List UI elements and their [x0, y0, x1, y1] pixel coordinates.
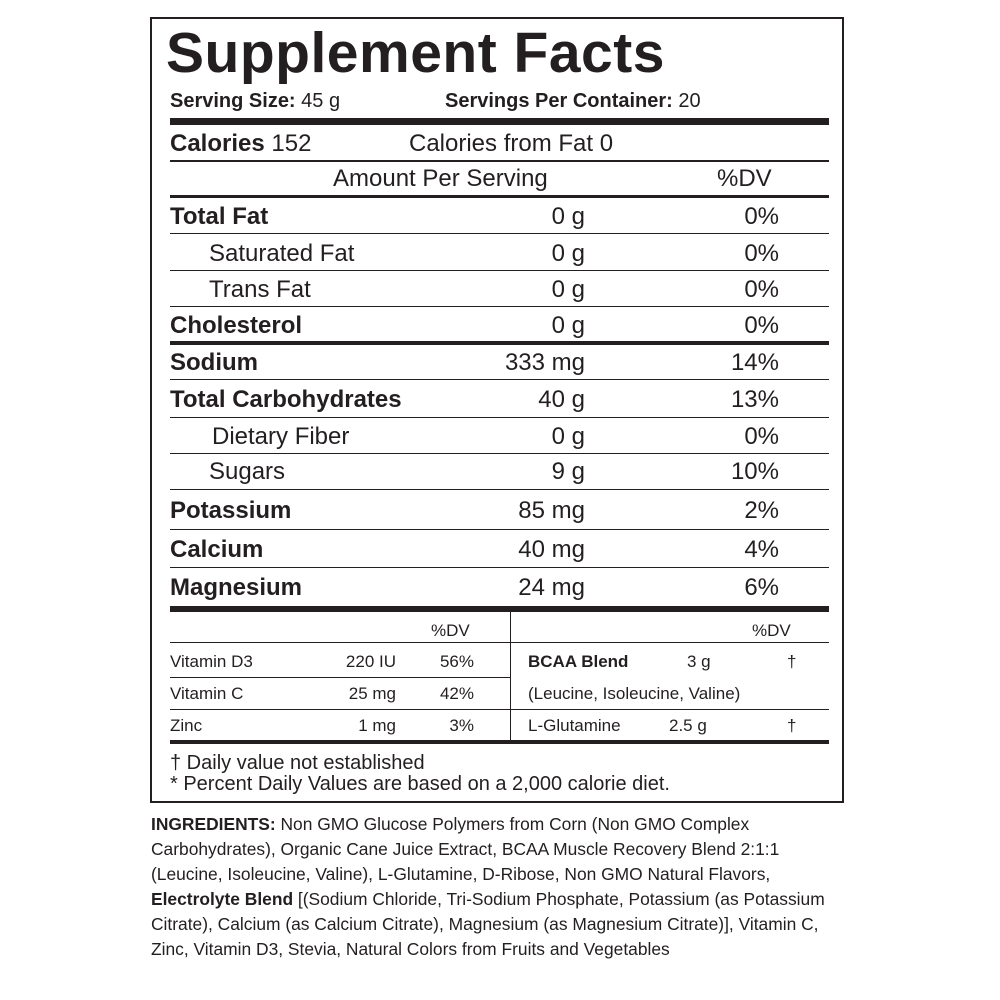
divider	[170, 417, 829, 418]
vitamin-label: Zinc	[170, 716, 203, 735]
vitamin-dv: 3%	[449, 716, 474, 735]
serving-size-label: Serving Size:	[170, 90, 296, 112]
nutrient-label: Trans Fat	[209, 276, 311, 303]
nutrient-amount: 333 mg	[504, 349, 585, 376]
dv-header: %DV	[717, 165, 772, 192]
nutrient-dv: 14%	[730, 349, 779, 376]
divider	[170, 677, 510, 678]
vitamin-label: Vitamin D3	[170, 652, 253, 671]
serving-size-value: 45 g	[301, 90, 341, 112]
nutrient-label: Dietary Fiber	[212, 423, 350, 450]
ingredients-label: INGREDIENTS:	[151, 814, 276, 834]
vitamin-amount: 25 mg	[348, 684, 396, 703]
vitamin-label: Vitamin C	[170, 684, 244, 703]
vitamin-dv: 56%	[439, 652, 474, 671]
nutrient-dv: 6%	[744, 574, 779, 601]
nutrient-amount: 85 mg	[518, 497, 585, 524]
nutrient-label: Magnesium	[170, 574, 303, 601]
nutrient-dv: 0%	[744, 240, 779, 267]
nutrient-amount: 0 g	[551, 240, 585, 267]
nutrient-amount: 0 g	[551, 423, 585, 450]
electrolyte-blend-label: Electrolyte Blend	[151, 889, 294, 909]
panel-title: Supplement Facts	[166, 21, 665, 85]
nutrient-label: Sugars	[209, 458, 286, 485]
divider	[170, 453, 829, 454]
nutrient-dv: 13%	[730, 386, 779, 413]
thick-divider	[170, 740, 829, 744]
nutrient-amount: 0 g	[551, 276, 585, 303]
divider	[170, 233, 829, 234]
footnote-dagger: † Daily value not established	[170, 752, 425, 774]
divider	[170, 709, 510, 710]
nutrient-dv: 2%	[744, 497, 779, 524]
thick-divider	[170, 606, 829, 612]
vitamin-dv: 42%	[439, 684, 474, 703]
nutrient-dv: 0%	[744, 276, 779, 303]
nutrient-dv: 0%	[744, 423, 779, 450]
calories-row	[170, 130, 311, 158]
l-glutamine-dv: †	[787, 716, 797, 735]
nutrient-dv: 4%	[744, 536, 779, 563]
vitamin-amount: 220 IU	[345, 652, 396, 671]
nutrient-label: Sodium	[170, 349, 258, 376]
nutrient-dv: 0%	[744, 203, 779, 230]
bcaa-blend-dv: †	[787, 652, 797, 671]
nutrient-dv: 0%	[744, 312, 779, 339]
column-divider	[510, 612, 511, 742]
divider	[170, 567, 829, 568]
divider	[170, 270, 829, 271]
nutrient-amount: 0 g	[551, 312, 585, 339]
nutrient-label: Cholesterol	[170, 312, 303, 339]
bcaa-blend-amount: 3 g	[687, 652, 711, 671]
nutrient-amount: 24 mg	[518, 574, 585, 601]
divider	[170, 306, 829, 307]
divider	[170, 195, 829, 198]
nutrient-label: Calcium	[170, 536, 264, 563]
bcaa-blend-label: BCAA Blend	[528, 652, 629, 671]
calories-from-fat: Calories from Fat 0	[409, 130, 614, 157]
servings-per-container-value: 20	[678, 90, 701, 112]
nutrient-label: Total Carbohydrates	[170, 386, 402, 413]
vitamins-dv-header: %DV	[431, 621, 470, 640]
nutrient-label: Total Fat	[170, 203, 269, 230]
nutrient-label: Potassium	[170, 497, 292, 524]
thick-divider	[170, 118, 829, 125]
divider	[170, 642, 510, 643]
l-glutamine-amount: 2.5 g	[669, 716, 707, 735]
blend-dv-header: %DV	[752, 621, 791, 640]
divider	[170, 160, 829, 162]
ingredients-part-1: Non GMO Glucose Polymers from Corn (Non GMO Complex Carbohydrates), Organic Cane Juice Extract, BCAA Muscle Recovery Blend 2:1:1 (Leucine, Isoleucine, Valine), L-Glutamine, D-Ribose, Non GMO Natural Flavors,	[151, 814, 780, 884]
servings-per-container-label: Servings Per Container:	[445, 90, 673, 112]
serving-size	[170, 90, 340, 113]
servings-per-container	[445, 90, 701, 113]
nutrient-dv: 10%	[730, 458, 779, 485]
calories-value: 152	[271, 130, 312, 157]
nutrient-amount: 9 g	[551, 458, 585, 485]
ingredients-part-2: [(Sodium Chloride, Tri-Sodium Phosphate, Potassium (as Potassium Citrate), Calcium (as Calcium Citrate), Magnesium (as Magnesium Citrate)], Vitamin C, Zinc, Vitamin D3, Stevia, Natural Colors from Fruits and Vegetables	[151, 889, 825, 959]
divider	[511, 642, 829, 643]
divider	[170, 341, 829, 345]
calories-label: Calories	[170, 130, 265, 157]
divider	[511, 709, 829, 710]
nutrient-label: Saturated Fat	[209, 240, 355, 267]
footnote-percent: * Percent Daily Values are based on a 2,000 calorie diet.	[170, 773, 670, 795]
divider	[170, 379, 829, 380]
nutrient-amount: 40 mg	[518, 536, 585, 563]
l-glutamine-label: L-Glutamine	[528, 716, 621, 735]
vitamin-amount: 1 mg	[358, 716, 396, 735]
amount-per-serving-header: Amount Per Serving	[333, 165, 548, 192]
divider	[170, 529, 829, 530]
nutrient-amount: 40 g	[538, 386, 585, 413]
divider	[170, 489, 829, 490]
ingredients-text	[151, 812, 851, 962]
nutrient-amount: 0 g	[551, 203, 585, 230]
bcaa-blend-description: (Leucine, Isoleucine, Valine)	[528, 684, 741, 703]
